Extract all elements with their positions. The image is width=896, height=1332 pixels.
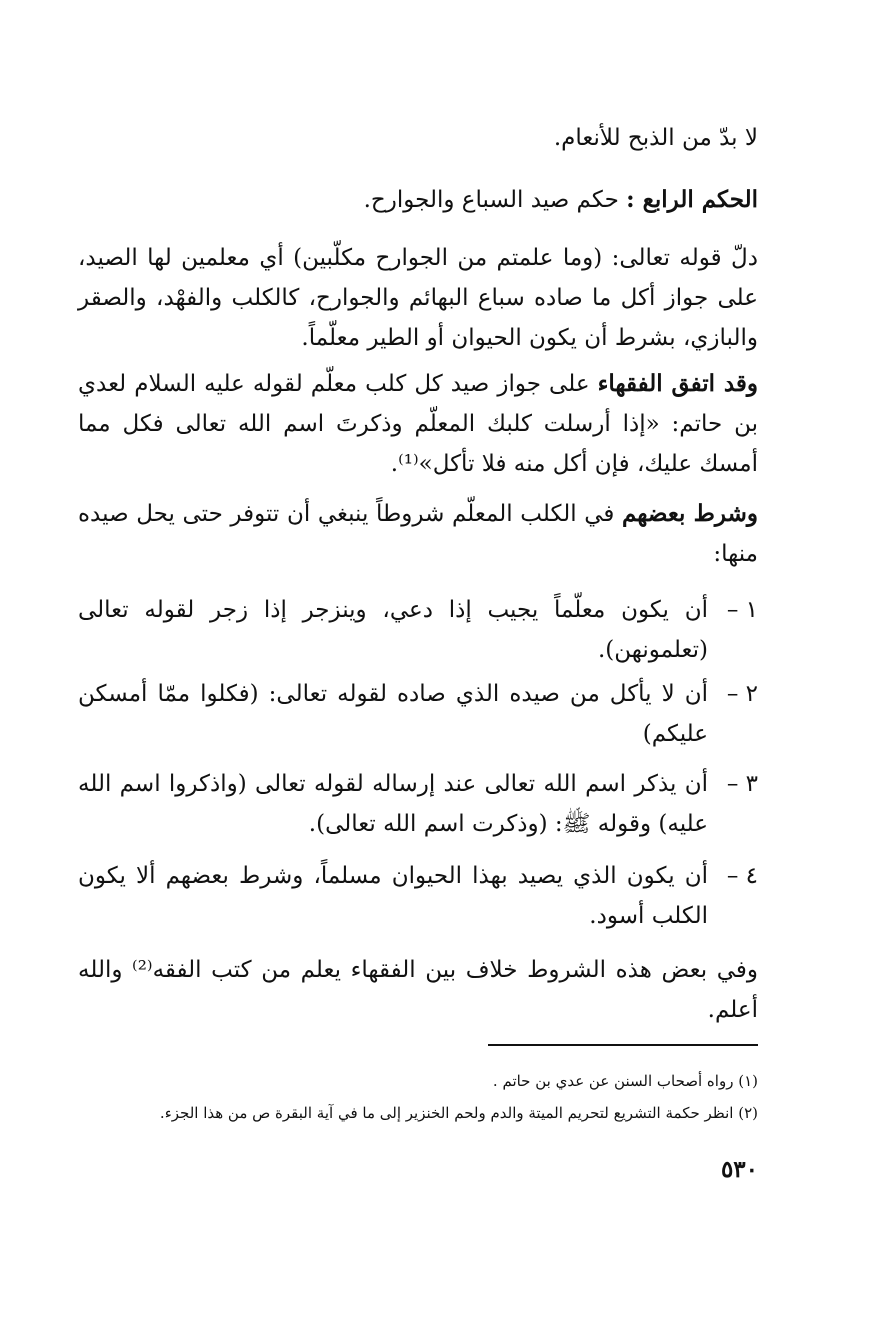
paragraph-conditions-intro bbox=[78, 494, 758, 574]
paragraph-jurists-lead: وقد اتفق الفقهاء bbox=[597, 370, 758, 397]
condition-text: أن يذكر اسم الله تعالى عند إرساله لقوله تعالى (واذكروا اسم الله عليه) وقوله ﷺ: (وذكرت اسم الله تعالى). bbox=[78, 771, 708, 837]
condition-number: ١ – bbox=[726, 597, 758, 623]
condition-number: ٢ – bbox=[726, 681, 758, 707]
paragraph-conclusion: وفي بعض هذه الشروط خلاف بين الفقهاء يعلم من كتب الفقه⁽²⁾ والله أعلم. bbox=[78, 957, 758, 1023]
paragraph-conditions-lead: وشرط بعضهم bbox=[622, 500, 758, 527]
condition-item bbox=[78, 674, 758, 754]
section-heading-title: حكم صيد السباع والجوارح. bbox=[363, 187, 627, 213]
paragraph-jurists-body: على جواز صيد كل كلب معلّم لقوله عليه السلام لعدي بن حاتم: «إذا أرسلت كلبك المعلّم وذكرتَ اسم الله تعالى فكل مما أمسك عليك، فإن أكل منه فلا تأكل»⁽¹⁾. bbox=[78, 371, 758, 477]
condition-item bbox=[78, 856, 758, 936]
condition-item bbox=[78, 590, 758, 670]
section-heading-label: الحكم الرابع : bbox=[626, 186, 758, 213]
paragraph-evidence: دلّ قوله تعالى: (وما علمتم من الجوارح مكلّبين) أي معلمين لها الصيد، على جواز أكل ما صاده سباع البهائم والجوارح، كالكلب والفهْد، والصقر والبازي، بشرط أن يكون الحيوان أو الطير معلّماً. bbox=[78, 245, 758, 351]
footnote: (٢) انظر حكمة التشريع لتحريم الميتة والدم ولحم الخنزير إلى ما في آية البقرة ص من هذا الجزء. bbox=[159, 1104, 758, 1122]
section-heading bbox=[78, 180, 758, 220]
condition-text: أن لا يأكل من صيده الذي صاده لقوله تعالى: (فكلوا ممّا أمسكن عليكم) bbox=[78, 681, 708, 747]
condition-number: ٤ – bbox=[726, 863, 758, 889]
footnote: (١) رواه أصحاب السنن عن عدي بن حاتم . bbox=[492, 1072, 758, 1090]
footnote-divider bbox=[488, 1044, 758, 1046]
condition-text: أن يكون معلّماً يجيب إذا دعي، وينزجر إذا زجر لقوله تعالى (تعلمونهن). bbox=[78, 597, 708, 663]
paragraph-slaughter-note: لا بدّ من الذبح للأنعام. bbox=[553, 125, 758, 151]
condition-item bbox=[78, 764, 758, 844]
paragraph-conditions-body: في الكلب المعلّم شروطاً ينبغي أن تتوفر حتى يحل صيده منها: bbox=[78, 501, 758, 567]
page-number: ٥٣٠ bbox=[720, 1156, 758, 1183]
condition-number: ٣ – bbox=[726, 771, 758, 797]
paragraph-jurists-agreement bbox=[78, 364, 758, 484]
condition-text: أن يكون الذي يصيد بهذا الحيوان مسلماً، وشرط بعضهم ألا يكون الكلب أسود. bbox=[78, 863, 708, 929]
